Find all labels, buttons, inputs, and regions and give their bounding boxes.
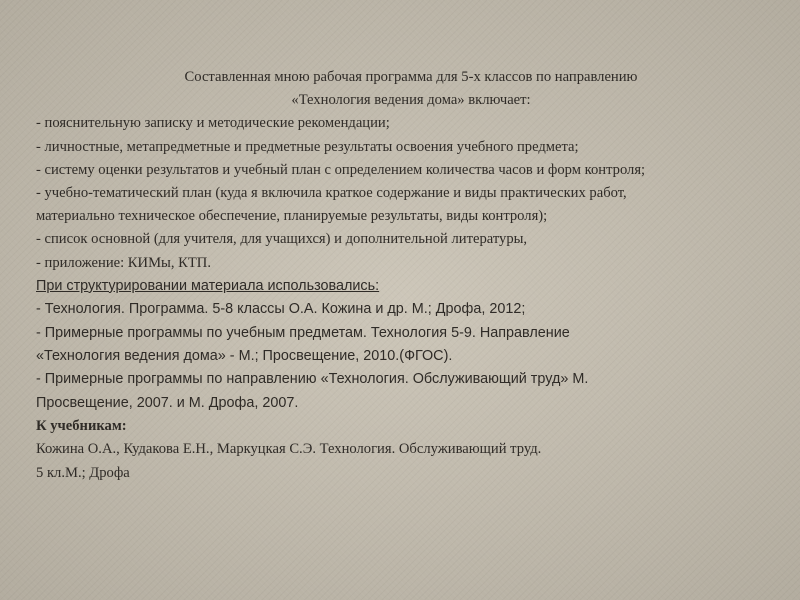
includes-item: - список основной (для учителя, для учащихся) и дополнительной литературы,	[36, 231, 528, 248]
textbook-item: 5 кл.М.; Дрофа	[36, 464, 130, 481]
textbooks-section	[36, 415, 786, 485]
program-heading-line-1: Составленная мною рабочая программа для 5-х классов по направлению	[184, 69, 638, 85]
sources-heading: При структурировании материала использовались:	[36, 277, 380, 294]
includes-item: - систему оценки результатов и учебный план с определением количества часов и форм контроля;	[36, 161, 646, 178]
includes-item: - личностные, метапредметные и предметные результаты освоения учебного предмета;	[36, 138, 579, 155]
includes-item: - пояснительную записку и методические рекомендации;	[36, 115, 390, 132]
textbooks-heading: К учебникам:	[36, 418, 127, 435]
source-item: Просвещение, 2007. и М. Дрофа, 2007.	[36, 394, 299, 411]
source-item: - Примерные программы по направлению «Технология. Обслуживающий труд» М.	[36, 371, 589, 388]
program-heading-line-2: «Технология ведения дома» включает:	[291, 92, 531, 109]
includes-list	[36, 112, 786, 274]
includes-item: - учебно-тематический план (куда я включила краткое содержание и виды практических работ,	[36, 185, 627, 202]
includes-item: материально техническое обеспечение, планируемые результаты, виды контроля);	[36, 208, 548, 225]
source-item: - Технология. Программа. 5-8 классы О.А. Кожина и др. М.; Дрофа, 2012;	[36, 301, 526, 318]
program-heading	[36, 66, 786, 112]
textbook-item: Кожина О.А., Кудакова Е.Н., Маркуцкая С.Э. Технология. Обслуживающий труд.	[36, 441, 542, 458]
slide-content	[36, 66, 786, 485]
sources-section	[36, 275, 786, 415]
source-item: - Примерные программы по учебным предметам. Технология 5-9. Направление	[36, 324, 570, 341]
includes-item: - приложение: КИМы, КТП.	[36, 254, 211, 271]
source-item: «Технология ведения дома» - М.; Просвещение, 2010.(ФГОС).	[36, 348, 453, 365]
